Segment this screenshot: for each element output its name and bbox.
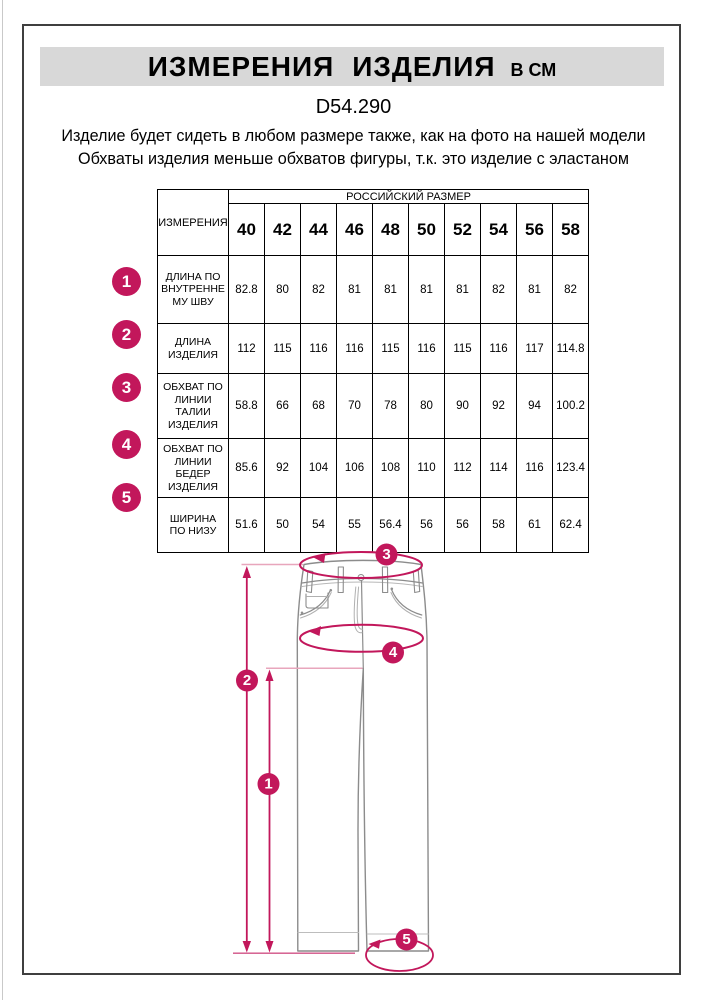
table-row — [158, 439, 589, 498]
measurement-value: 81 — [337, 256, 373, 324]
measurement-value: 81 — [445, 256, 481, 324]
row-badge-3: 3 — [112, 373, 141, 402]
diagram-badge-1 — [258, 773, 280, 795]
measurement-value: 115 — [445, 324, 481, 374]
measurement-value: 114.8 — [553, 324, 589, 374]
measurement-value: 56 — [445, 498, 481, 553]
measurement-value: 66 — [265, 374, 301, 439]
measurement-value: 78 — [373, 374, 409, 439]
size-column-header: 46 — [337, 204, 373, 256]
diagram-badge-5 — [396, 929, 418, 951]
measurement-value: 114 — [481, 439, 517, 498]
pants-silhouette — [297, 560, 428, 951]
size-column-header: 40 — [229, 204, 265, 256]
pants-diagram — [225, 540, 490, 975]
size-table — [157, 189, 589, 553]
measurement-value: 116 — [409, 324, 445, 374]
size-column-header: 44 — [301, 204, 337, 256]
measurement-value: 50 — [265, 498, 301, 553]
table-row — [158, 324, 589, 374]
measurement-value: 112 — [229, 324, 265, 374]
size-column-header: 58 — [553, 204, 589, 256]
measurement-value: 100.2 — [553, 374, 589, 439]
diagram-badge-2-number: 2 — [242, 672, 252, 689]
page-title-unit: В СМ — [510, 60, 557, 80]
measurement-value: 51.6 — [229, 498, 265, 553]
measurement-value: 82 — [301, 256, 337, 324]
description-line-2: Обхваты изделия меньше обхватов фигуры, т.к. это изделие с эластаном — [77, 150, 629, 168]
measurement-value: 62.4 — [553, 498, 589, 553]
measurement-value: 54 — [301, 498, 337, 553]
measurement-row-label: ОБХВАТ ПО ЛИНИИ ТАЛИИ ИЗДЕЛИЯ — [158, 374, 229, 439]
measurement-value: 81 — [409, 256, 445, 324]
description-line-1: Изделие будет сидеть в любом размере также, как на фото на нашей модели — [61, 127, 646, 145]
measurement-row-label: ДЛИНА ПО ВНУТРЕННЕМУ ШВУ — [158, 256, 229, 324]
measurement-value: 92 — [265, 439, 301, 498]
row-badge-5: 5 — [112, 483, 141, 512]
size-column-header: 54 — [481, 204, 517, 256]
measurement-value: 70 — [337, 374, 373, 439]
measurement-value: 82 — [481, 256, 517, 324]
measurement-value: 68 — [301, 374, 337, 439]
pants-drawing — [297, 560, 428, 951]
measurement-value: 110 — [409, 439, 445, 498]
russian-size-group-header: РОССИЙСКИЙ РАЗМЕР — [229, 190, 589, 204]
row-badge-2: 2 — [112, 320, 141, 349]
measurement-value: 82 — [553, 256, 589, 324]
measurement-value: 116 — [481, 324, 517, 374]
measurement-value: 94 — [517, 374, 553, 439]
measurement-value: 82.8 — [229, 256, 265, 324]
diagram-badge-3-number: 3 — [382, 546, 391, 563]
model-code: D54.290 — [315, 96, 392, 118]
table-row — [158, 256, 589, 324]
title-band — [40, 47, 664, 86]
measurement-value: 58.8 — [229, 374, 265, 439]
row-badge-1: 1 — [112, 267, 141, 296]
diagram-badge-5-number: 5 — [402, 931, 411, 948]
measurements-corner-header: ИЗМЕРЕНИЯ — [158, 190, 229, 256]
measurement-value: 56.4 — [373, 498, 409, 553]
size-column-header: 48 — [373, 204, 409, 256]
measurement-row-label: ШИРИНА ПО НИЗУ — [158, 498, 229, 553]
measurement-row-label: ОБХВАТ ПО ЛИНИИ БЕДЕР ИЗДЕЛИЯ — [158, 439, 229, 498]
measurement-value: 116 — [301, 324, 337, 374]
size-column-header: 50 — [409, 204, 445, 256]
measurement-value: 104 — [301, 439, 337, 498]
measurement-value: 81 — [373, 256, 409, 324]
measurement-value: 56 — [409, 498, 445, 553]
measurement-value: 90 — [445, 374, 481, 439]
measurement-value: 115 — [373, 324, 409, 374]
table-row — [158, 374, 589, 439]
measurement-value: 61 — [517, 498, 553, 553]
diagram-badge-4 — [382, 642, 404, 664]
measurement-value: 115 — [265, 324, 301, 374]
diagram-badge-4-number: 4 — [388, 644, 398, 661]
measurement-value: 81 — [517, 256, 553, 324]
diagram-badge-3 — [376, 544, 398, 566]
measurement-value: 92 — [481, 374, 517, 439]
diagram-badge-2 — [236, 670, 258, 692]
measurement-value: 55 — [337, 498, 373, 553]
page-title-word1: ИЗМЕРЕНИЯ — [147, 51, 335, 82]
size-column-header: 52 — [445, 204, 481, 256]
measurement-value: 80 — [409, 374, 445, 439]
measurement-value: 117 — [517, 324, 553, 374]
measurement-value: 106 — [337, 439, 373, 498]
inseam-arrow-1 — [266, 670, 274, 953]
measurement-value: 116 — [517, 439, 553, 498]
measurement-value: 108 — [373, 439, 409, 498]
measurement-row-label: ДЛИНА ИЗДЕЛИЯ — [158, 324, 229, 374]
diagram-badge-1-number: 1 — [264, 775, 273, 793]
measurement-value: 80 — [265, 256, 301, 324]
row-badge-4: 4 — [112, 430, 141, 459]
measurement-value: 85.6 — [229, 439, 265, 498]
measurement-value: 123.4 — [553, 439, 589, 498]
page-title-word2: ИЗДЕЛИЯ — [352, 51, 496, 82]
measurement-value: 116 — [337, 324, 373, 374]
size-column-header: 56 — [517, 204, 553, 256]
measurement-value: 112 — [445, 439, 481, 498]
size-column-header: 42 — [265, 204, 301, 256]
measurement-value: 58 — [481, 498, 517, 553]
length-arrow-2 — [243, 566, 251, 953]
